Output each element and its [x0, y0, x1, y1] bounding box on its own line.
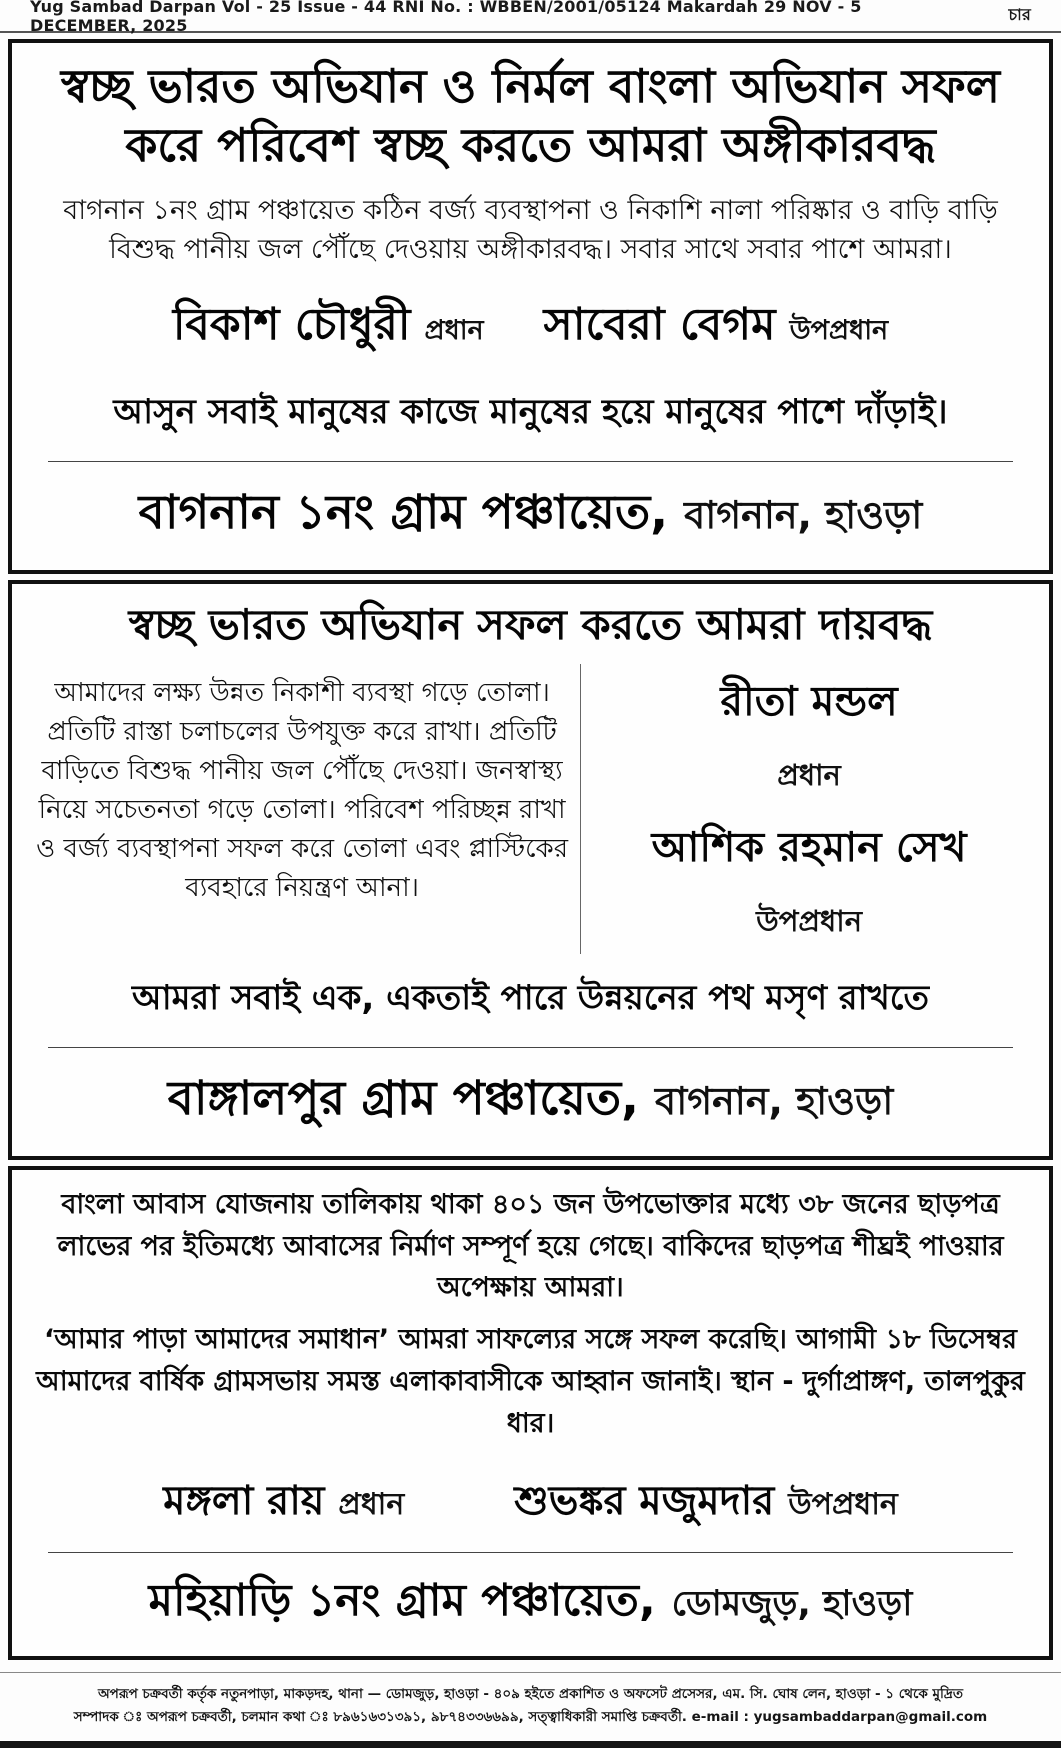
panchayat-name: মহিয়াড়ি ১নং গ্রাম পঞ্চায়েত, — [148, 1574, 656, 1626]
ad-mahiari-1-gram-panchayat — [8, 1166, 1053, 1660]
official-title: প্রধান — [424, 315, 484, 347]
ad3-body-text-1: বাংলা আবাস যোজনায় তালিকায় থাকা ৪০১ জন উপভোক্তার মধ্যে ৩৮ জনের ছাড়পত্র লাভের পর ইতিমধ্যে আবাসের নির্মাণ সম্পূর্ণ হয়ে গেছে। বাকিদের ছাড়পত্র শীঘ্রই পাওয়ার অপেক্ষায় আমরা। — [57, 1188, 1004, 1304]
imprint-footer — [0, 1672, 1061, 1737]
ad2-columns — [22, 656, 1039, 956]
ad1-body-text: বাগনান ১নং গ্রাম পঞ্চায়েত কঠিন বর্জ্য ব্যবস্থাপনা ও নিকাশি নালা পরিষ্কার ও বাড়ি বাড়ি বিশুদ্ধ পানীয় জল পৌঁছে দেওয়ায় অঙ্গীকারবদ্ধ। সবার সাথে সবার পাশে আমরা। — [63, 194, 998, 265]
ad2-org-line — [22, 1054, 1039, 1146]
imprint-line-2: সম্পাদক ঃ অপরূপ চক্রবর্তী, চলমান কথা ঃ ৮৯৬১৬৩১৩৯১, ৯৮৭৪৩৩৬৬৯৯, সত্ত্বাধিকারী সমাপ্তি চক্রবর্তী. e-mail : yugsambaddarpan@gmail.com — [73, 1708, 988, 1725]
ad1-org-line — [22, 468, 1039, 560]
official-name: মঙ্গলা রায় — [163, 1477, 325, 1524]
panchayat-name: বাগনান ১নং গ্রাম পঞ্চায়েত, — [138, 485, 669, 541]
ad3-body-text-2: ‘আমার পাড়া আমাদের সমাধান’ আমরা সাফল্যের সঙ্গে সফল করেছি। আগামী ১৮ ডিসেম্বর আমাদের বার্ষিক গ্রামসভায় সমস্ত এলাকাবাসীকে আহ্বান জানাই। স্থান - দুর্গাপ্রাঙ্গণ, তালপুকুর ধার। — [36, 1324, 1025, 1439]
masthead-info: Yug Sambad Darpan Vol - 25 Issue - 44 RNI No. : WBBEN/2001/05124 Makardah 29 NOV - 5 DECEMBER, 2025 — [30, 0, 862, 35]
official-upapradhan — [544, 291, 888, 364]
ad1-headline: স্বচ্ছ ভারত অভিযান ও নির্মল বাংলা অভিযান সফল করে পরিবেশ স্বচ্ছ করতে আমরা অঙ্গীকারবদ্ধ — [60, 59, 1001, 172]
ad1-officials-row — [22, 273, 1039, 370]
panchayat-location: বাগনান, হাওড়া — [684, 493, 923, 538]
divider-line — [48, 1047, 1013, 1048]
page-number: চার — [1008, 5, 1031, 24]
official-title: প্রধান — [777, 757, 841, 792]
official-name: বিকাশ চৌধুরী — [172, 299, 411, 351]
ad1-slogan: আসুন সবাই মানুষের কাজে মানুষের হয়ে মানুষের পাশে দাঁড়াই। — [113, 392, 948, 433]
ad3-org-line — [22, 1559, 1039, 1646]
divider-line — [48, 461, 1013, 462]
imprint-line-1: অপরূপ চক্রবর্তী কর্তৃক নতুনপাড়া, মাকড়দহ, থানা — ডোমজুড়, হাওড়া - ৪০৯ হইতে প্রকাশিত ও অফসেট প্রসেসর, এম. সি. ঘোষ লেন, হাওড়া - ১ থেকে মুদ্রিত — [97, 1685, 964, 1702]
panchayat-location: ডোমজুড়, হাওড়া — [671, 1583, 913, 1624]
official-title: উপপ্রধান — [789, 315, 889, 347]
official-title: উপপ্রধান — [756, 903, 863, 938]
ad3-officials-row — [22, 1447, 1039, 1542]
ad-bangalpur-gram-panchayat — [8, 580, 1053, 1160]
official-name: রীতা মন্ডল — [720, 676, 898, 725]
official-upapradhan — [514, 1469, 898, 1536]
official-pradhan — [173, 291, 484, 364]
ad2-slogan: আমরা সবাই এক, একতাই পারে উন্নয়নের পথ মসৃণ রাখতে — [132, 977, 929, 1018]
official-name: আশিক রহমান সেখ — [651, 822, 967, 871]
official-name: সাবেরা বেগম — [543, 299, 776, 351]
divider-line — [48, 1552, 1013, 1553]
bottom-rule-bar — [0, 1741, 1061, 1748]
ad2-officials-column — [581, 664, 1037, 954]
ad2-headline: স্বচ্ছ ভারত অভিযান সফল করতে আমরা দায়বদ্ধ — [128, 600, 933, 650]
official-title: প্রধান — [338, 1486, 405, 1522]
panchayat-location: বাগনান, হাওড়া — [655, 1078, 894, 1123]
official-title: উপপ্রধান — [788, 1486, 898, 1522]
panchayat-name: বাঙ্গালপুর গ্রাম পঞ্চায়েত, — [167, 1070, 640, 1126]
official-pradhan — [163, 1469, 404, 1536]
official-name: শুভঙ্কর মজুমদার — [514, 1477, 775, 1524]
masthead — [0, 0, 1061, 33]
ad-bagnan-1-gram-panchayat — [8, 39, 1053, 574]
ad2-body-text: আমাদের লক্ষ্য উন্নত নিকাশী ব্যবস্থা গড়ে তোলা। প্রতিটি রাস্তা চলাচলের উপযুক্ত করে রাখা। প্রতিটি বাড়িতে বিশুদ্ধ পানীয় জল পৌঁছে দেওয়া। জনস্বাস্থ্য নিয়ে সচেতনতা গড়ে তোলা। পরিবেশ পরিচ্ছন্ন রাখা ও বর্জ্য ব্যবস্থাপনা সফল করে তোলা এবং প্লাস্টিকের ব্যবহারে নিয়ন্ত্রণ আনা। — [24, 664, 581, 954]
